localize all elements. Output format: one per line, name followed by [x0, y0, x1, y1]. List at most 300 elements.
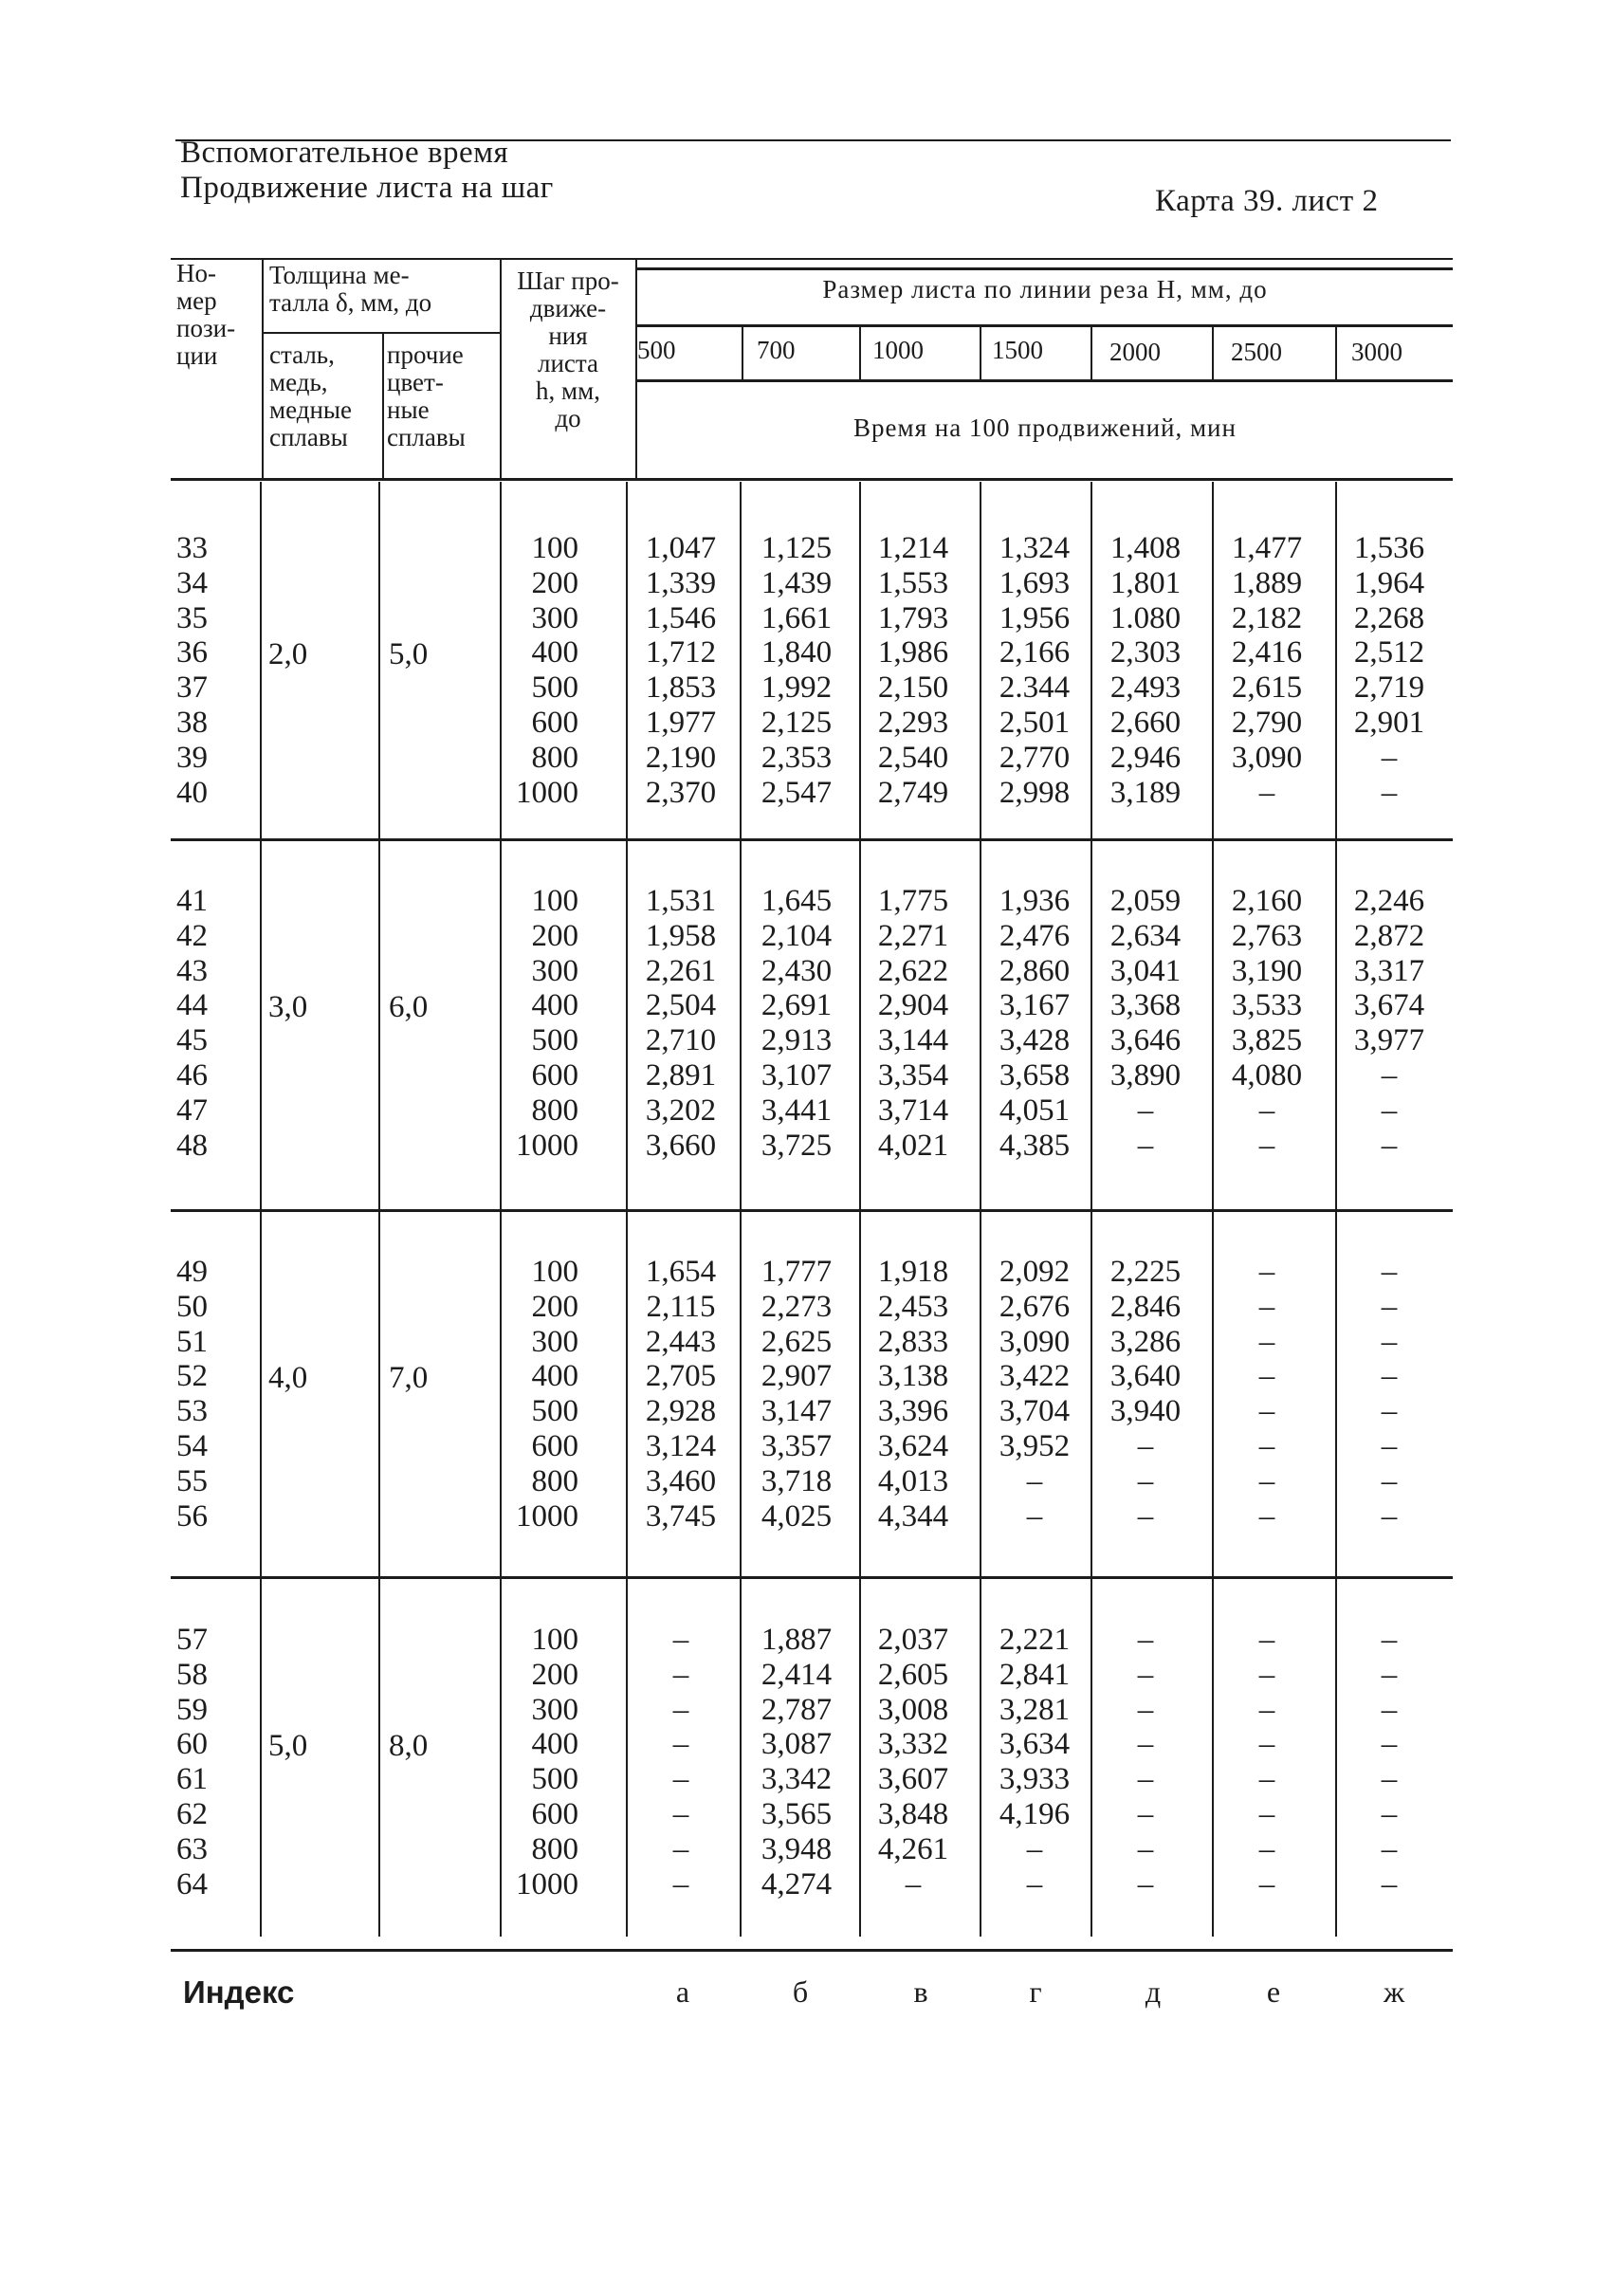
table-cell: 3,952 — [999, 1428, 1071, 1463]
table-cell: 40 — [176, 775, 208, 810]
time-column-1500 — [982, 531, 1087, 810]
table-cell: 58 — [176, 1657, 208, 1692]
table-cell: – — [1137, 1093, 1154, 1128]
time-column-2000 — [1093, 1255, 1198, 1534]
table-cell: 47 — [176, 1093, 208, 1128]
table-cell: – — [1258, 1289, 1275, 1324]
table-cell: 3,357 — [761, 1428, 833, 1463]
table-cell: – — [672, 1623, 689, 1657]
size-3000: 3000 — [1351, 338, 1402, 366]
table-cell: – — [672, 1831, 689, 1866]
table-cell: 1,125 — [761, 531, 833, 565]
table-cell: 3,090 — [1231, 740, 1303, 775]
table-cell: 1,536 — [1353, 531, 1425, 565]
header-line: сплавы — [269, 423, 348, 451]
table-cell: 3,167 — [999, 988, 1071, 1023]
size-2000: 2000 — [1109, 338, 1161, 366]
table-cell: 2,872 — [1353, 918, 1425, 953]
table-cell: 2,928 — [645, 1394, 717, 1429]
table-cell: 400 — [531, 988, 578, 1023]
table-cell: – — [1258, 1324, 1275, 1359]
table-cell: – — [1381, 1796, 1398, 1831]
table-cell: 2,763 — [1231, 918, 1303, 953]
table-cell: 600 — [531, 1428, 578, 1463]
table-cell: 200 — [531, 1657, 578, 1692]
table-bottom-rule — [171, 1949, 1453, 1952]
time-column-1000 — [861, 1623, 965, 1901]
table-cell: 2,904 — [877, 988, 949, 1023]
table-cell: 2,501 — [999, 705, 1071, 740]
table-cell: 3,138 — [877, 1359, 949, 1394]
index-g: г — [1029, 1975, 1042, 2009]
table-cell: – — [672, 1866, 689, 1901]
table-cell: – — [1381, 1692, 1398, 1727]
table-cell: 1,853 — [645, 670, 717, 706]
table-cell: – — [1137, 1796, 1154, 1831]
table-cell: 3,428 — [999, 1023, 1071, 1058]
table-cell: 400 — [531, 1727, 578, 1762]
table-cell: 4,344 — [877, 1498, 949, 1534]
header-line: сплавы — [387, 423, 466, 451]
table-cell: – — [1258, 1762, 1275, 1797]
table-cell: 3,714 — [877, 1093, 949, 1128]
table-cell: 42 — [176, 918, 208, 953]
table-cell: 2,453 — [877, 1289, 949, 1324]
table-cell: 2,271 — [877, 918, 949, 953]
table-cell: 2,370 — [645, 775, 717, 810]
table-cell: 3,977 — [1353, 1023, 1425, 1058]
table-cell: 300 — [531, 600, 578, 635]
table-cell: – — [1137, 1692, 1154, 1727]
table-cell: 3,041 — [1109, 953, 1182, 988]
table-cell: – — [1258, 1623, 1275, 1657]
table-cell: 3,332 — [877, 1727, 949, 1762]
table-cell: 1,918 — [877, 1255, 949, 1289]
table-cell: – — [1258, 1831, 1275, 1866]
table-cell: 100 — [531, 1623, 578, 1657]
table-cell: 2,512 — [1353, 635, 1425, 670]
table-cell: – — [1381, 1498, 1398, 1534]
table-cell: 2.344 — [999, 670, 1071, 706]
table-cell: 2,059 — [1109, 884, 1182, 918]
table-cell: 200 — [531, 1289, 578, 1324]
table-cell: 37 — [176, 670, 208, 706]
other-thickness: 6,0 — [389, 990, 429, 1025]
table-cell: 3,658 — [999, 1057, 1071, 1093]
table-cell: 1,553 — [877, 565, 949, 600]
table-cell: – — [1137, 1762, 1154, 1797]
table-cell: 2,115 — [646, 1289, 716, 1324]
table-cell: 54 — [176, 1428, 208, 1463]
time-column-2500 — [1215, 1623, 1319, 1901]
table-cell: 2,268 — [1353, 600, 1425, 635]
table-cell: 34 — [176, 565, 208, 600]
table-cell: 36 — [176, 635, 208, 670]
table-cell: 2,913 — [761, 1023, 833, 1058]
time-column-1000 — [861, 531, 965, 810]
table-cell: – — [1258, 1394, 1275, 1429]
table-cell: 3,107 — [761, 1057, 833, 1093]
header-line: мер — [176, 286, 217, 315]
header-line: Но- — [176, 259, 216, 287]
table-cell: 2,430 — [761, 953, 833, 988]
table-cell: 2,166 — [999, 635, 1071, 670]
table-cell: 1,712 — [645, 635, 717, 670]
step-values — [503, 1623, 578, 1901]
thickness-header — [269, 262, 431, 317]
table-cell: 2,605 — [877, 1657, 949, 1692]
table-cell: 3,422 — [999, 1359, 1071, 1394]
table-cell: 100 — [531, 1255, 578, 1289]
header-line: медь, — [269, 368, 328, 396]
table-cell: 2,676 — [999, 1289, 1071, 1324]
table-cell: 2,841 — [999, 1657, 1071, 1692]
other-thickness: 8,0 — [389, 1729, 429, 1764]
table-cell: 2,998 — [999, 775, 1071, 810]
table-cell: 60 — [176, 1727, 208, 1762]
table-cell: 2,182 — [1231, 600, 1303, 635]
table-cell: 2,749 — [877, 775, 949, 810]
size-1500: 1500 — [992, 336, 1043, 364]
table-cell: 46 — [176, 1057, 208, 1093]
table-cell: 3,354 — [877, 1057, 949, 1093]
group-rule — [171, 1576, 1453, 1579]
table-cell: – — [1381, 740, 1398, 775]
time-column-1500 — [982, 1255, 1087, 1534]
table-top-rule — [171, 258, 1453, 260]
table-cell: – — [1381, 1866, 1398, 1901]
table-cell: 1,992 — [761, 670, 833, 706]
table-cell: – — [1258, 1128, 1275, 1163]
table-cell: 2,273 — [761, 1289, 833, 1324]
header-line: медные — [269, 395, 353, 424]
table-cell: – — [1381, 1057, 1398, 1093]
table-cell: 2,353 — [761, 740, 833, 775]
table-cell: – — [1258, 1796, 1275, 1831]
table-cell: 3,441 — [761, 1093, 833, 1128]
table-cell: – — [1137, 1428, 1154, 1463]
table-cell: 2,705 — [645, 1359, 717, 1394]
table-cell: – — [672, 1657, 689, 1692]
table-cell: 300 — [531, 953, 578, 988]
time-column-2500 — [1215, 1255, 1319, 1534]
table-cell: 49 — [176, 1255, 208, 1289]
header-line: Шаг про- — [517, 266, 619, 295]
table-cell: 38 — [176, 705, 208, 740]
time-column-3000 — [1337, 1623, 1441, 1901]
table-cell: 3,565 — [761, 1796, 833, 1831]
table-cell: – — [1381, 1428, 1398, 1463]
header-vline — [500, 258, 502, 480]
steel-thickness: 2,0 — [268, 637, 308, 672]
table-cell: 2,476 — [999, 918, 1071, 953]
header-vline — [262, 258, 264, 480]
table-cell: 2,246 — [1353, 884, 1425, 918]
header-vline — [1335, 325, 1337, 380]
header-line: Толщина ме- — [269, 261, 410, 289]
table-cell: 3,342 — [761, 1762, 833, 1797]
header-line: h, мм, — [536, 377, 600, 405]
table-cell: 3,202 — [645, 1093, 717, 1128]
table-cell: – — [1258, 1727, 1275, 1762]
table-cell: 50 — [176, 1289, 208, 1324]
table-cell: 2,907 — [761, 1359, 833, 1394]
header-line: движе- — [529, 294, 607, 322]
step-values — [503, 531, 578, 810]
table-cell: 2,770 — [999, 740, 1071, 775]
header-line: цвет- — [387, 368, 444, 396]
table-cell: 3,660 — [645, 1128, 717, 1163]
table-cell: 3,704 — [999, 1394, 1071, 1429]
table-cell: 64 — [176, 1866, 208, 1901]
table-cell: – — [1381, 1831, 1398, 1866]
table-cell: 1,958 — [645, 918, 717, 953]
table-cell: 2,416 — [1231, 635, 1303, 670]
table-cell: 2,719 — [1353, 670, 1425, 706]
table-cell: 1,324 — [999, 531, 1071, 565]
table-cell: 1,977 — [645, 705, 717, 740]
table-cell: 1,840 — [761, 635, 833, 670]
table-cell: 3,281 — [999, 1692, 1071, 1727]
header-line: до — [555, 404, 581, 432]
table-cell: 600 — [531, 1796, 578, 1831]
time-column-700 — [744, 1623, 849, 1901]
table-cell: 51 — [176, 1324, 208, 1359]
time-column-1000 — [861, 884, 965, 1163]
table-cell: 41 — [176, 884, 208, 918]
table-cell: – — [1381, 1762, 1398, 1797]
position-numbers — [176, 1623, 224, 1901]
table-cell: 2,104 — [761, 918, 833, 953]
table-cell: 1000 — [516, 1498, 578, 1534]
table-cell: – — [672, 1692, 689, 1727]
table-cell: 2,790 — [1231, 705, 1303, 740]
table-cell: – — [1258, 1093, 1275, 1128]
table-cell: – — [1026, 1498, 1043, 1534]
size-2500: 2500 — [1231, 338, 1282, 366]
table-cell: 1,439 — [761, 565, 833, 600]
position-numbers — [176, 884, 224, 1163]
steel-thickness: 3,0 — [268, 990, 308, 1025]
step-header — [503, 267, 633, 432]
steel-thickness: 5,0 — [268, 1729, 308, 1764]
header-title: Вспомогательное время — [180, 136, 509, 170]
table-cell: 35 — [176, 600, 208, 635]
table-cell: 3,674 — [1353, 988, 1425, 1023]
table-cell: 3,848 — [877, 1796, 949, 1831]
header-vline — [742, 325, 743, 380]
table-cell: 1,801 — [1109, 565, 1182, 600]
table-cell: 63 — [176, 1831, 208, 1866]
table-cell: 3,396 — [877, 1394, 949, 1429]
table-cell: – — [1258, 1359, 1275, 1394]
table-cell: 3,825 — [1231, 1023, 1303, 1058]
steel-thickness: 4,0 — [268, 1361, 308, 1396]
table-cell: – — [1381, 1727, 1398, 1762]
table-cell: 800 — [531, 1831, 578, 1866]
table-cell: 3,286 — [1109, 1324, 1182, 1359]
table-cell: 4,274 — [761, 1866, 833, 1901]
table-cell: 33 — [176, 531, 208, 565]
table-cell: 1,964 — [1353, 565, 1425, 600]
table-cell: 3,144 — [877, 1023, 949, 1058]
table-cell: – — [1381, 1255, 1398, 1289]
time-column-500 — [629, 1255, 733, 1534]
table-cell: 1,889 — [1231, 565, 1303, 600]
time-column-1000 — [861, 1255, 965, 1534]
position-header — [176, 260, 235, 370]
table-cell: 1,531 — [645, 884, 717, 918]
table-cell: 2,150 — [877, 670, 949, 706]
size-1000: 1000 — [872, 336, 924, 364]
table-cell: 2,540 — [877, 740, 949, 775]
table-cell: 1,693 — [999, 565, 1071, 600]
table-cell: 1,645 — [761, 884, 833, 918]
table-cell: 57 — [176, 1623, 208, 1657]
table-cell: 2,414 — [761, 1657, 833, 1692]
header-bottom-rule — [171, 478, 1453, 481]
table-cell: 3,190 — [1231, 953, 1303, 988]
table-cell: 2,190 — [645, 740, 717, 775]
table-cell: 4,385 — [999, 1128, 1071, 1163]
table-cell: 3,124 — [645, 1428, 717, 1463]
table-cell: 1000 — [516, 775, 578, 810]
table-cell: – — [1381, 1324, 1398, 1359]
table-cell: 3,090 — [999, 1324, 1071, 1359]
table-cell: 800 — [531, 1463, 578, 1498]
table-cell: 2,160 — [1231, 884, 1303, 918]
table-cell: 2,901 — [1353, 705, 1425, 740]
size-500: 500 — [637, 336, 676, 364]
table-cell: 1,047 — [645, 531, 717, 565]
table-cell: 3,745 — [645, 1498, 717, 1534]
table-cell: 2,946 — [1109, 740, 1182, 775]
table-cell: – — [1381, 775, 1398, 810]
table-cell: 1,477 — [1231, 531, 1303, 565]
time-column-700 — [744, 1255, 849, 1534]
header-line: прочие — [387, 340, 464, 369]
table-cell: 2,037 — [877, 1623, 949, 1657]
table-cell: 3,940 — [1109, 1394, 1182, 1429]
table-cell: 800 — [531, 740, 578, 775]
sizes-bottom-rule — [637, 379, 1453, 382]
time-column-2000 — [1093, 1623, 1198, 1901]
table-cell: – — [1381, 1093, 1398, 1128]
table-cell: 2,225 — [1109, 1255, 1182, 1289]
table-cell: 2,261 — [645, 953, 717, 988]
size-header-rule — [637, 267, 1453, 270]
table-cell: 4,025 — [761, 1498, 833, 1534]
table-cell: 52 — [176, 1359, 208, 1394]
table-cell: 61 — [176, 1762, 208, 1797]
size-header: Размер листа по линии реза Н, мм, до — [822, 275, 1268, 303]
table-cell: – — [1258, 1657, 1275, 1692]
table-cell: – — [1258, 1692, 1275, 1727]
table-cell: 800 — [531, 1093, 578, 1128]
steel-header — [269, 341, 352, 451]
table-cell: 500 — [531, 1762, 578, 1797]
table-cell: 1000 — [516, 1866, 578, 1901]
table-cell: 53 — [176, 1394, 208, 1429]
table-cell: – — [1137, 1866, 1154, 1901]
header-line: ния — [548, 321, 588, 350]
table-cell: 1,546 — [645, 600, 717, 635]
table-cell: 1000 — [516, 1128, 578, 1163]
header-vline — [382, 334, 384, 480]
index-zh: ж — [1383, 1975, 1405, 2009]
table-cell: 3,646 — [1109, 1023, 1182, 1058]
table-cell: 3,533 — [1231, 988, 1303, 1023]
table-cell: 3,189 — [1109, 775, 1182, 810]
table-cell: 100 — [531, 531, 578, 565]
table-cell: – — [672, 1762, 689, 1797]
card-number: Карта 39. лист 2 — [1155, 184, 1379, 218]
header-line: ции — [176, 341, 218, 370]
step-values — [503, 1255, 578, 1534]
header-line: талла δ, мм, до — [269, 288, 432, 317]
table-cell: 300 — [531, 1692, 578, 1727]
table-cell: – — [1381, 1623, 1398, 1657]
table-cell: 3,460 — [645, 1463, 717, 1498]
table-cell: 2,303 — [1109, 635, 1182, 670]
table-cell: 3,607 — [877, 1762, 949, 1797]
header-vline — [859, 325, 861, 380]
table-cell: – — [1258, 1498, 1275, 1534]
header-line: пози- — [176, 314, 236, 342]
table-cell: 56 — [176, 1498, 208, 1534]
position-numbers — [176, 1255, 224, 1534]
table-cell: 1,214 — [877, 531, 949, 565]
time-column-3000 — [1337, 1255, 1441, 1534]
time-column-2500 — [1215, 884, 1319, 1163]
table-cell: – — [1137, 1463, 1154, 1498]
table-cell: 1,936 — [999, 884, 1071, 918]
table-cell: – — [1258, 1255, 1275, 1289]
table-cell: 62 — [176, 1796, 208, 1831]
table-cell: 2,625 — [761, 1324, 833, 1359]
index-label: Индекс — [183, 1975, 295, 2010]
time-column-700 — [744, 884, 849, 1163]
time-header: Время на 100 продвижений, мин — [853, 413, 1237, 442]
header-vline — [1212, 325, 1214, 380]
table-cell: 2,891 — [645, 1057, 717, 1093]
table-cell: 2,691 — [761, 988, 833, 1023]
table-cell: 3,725 — [761, 1128, 833, 1163]
table-cell: 43 — [176, 953, 208, 988]
table-cell: 3,718 — [761, 1463, 833, 1498]
table-cell: – — [1381, 1463, 1398, 1498]
table-cell: 1,775 — [877, 884, 949, 918]
table-cell: 400 — [531, 635, 578, 670]
time-column-2000 — [1093, 531, 1198, 810]
time-column-500 — [629, 531, 733, 810]
table-cell: 4,051 — [999, 1093, 1071, 1128]
table-cell: 3,008 — [877, 1692, 949, 1727]
table-cell: 3,948 — [761, 1831, 833, 1866]
time-column-1500 — [982, 884, 1087, 1163]
table-cell: 2,443 — [645, 1324, 717, 1359]
table-cell: – — [1137, 1498, 1154, 1534]
table-cell: 1,887 — [761, 1623, 833, 1657]
table-cell: – — [1026, 1463, 1043, 1498]
table-cell: – — [1381, 1359, 1398, 1394]
table-cell: 39 — [176, 740, 208, 775]
header-subtitle: Продвижение листа на шаг — [180, 171, 554, 205]
table-cell: – — [1026, 1866, 1043, 1901]
other-thickness: 7,0 — [389, 1361, 429, 1396]
table-cell: 59 — [176, 1692, 208, 1727]
table-cell: 1,661 — [761, 600, 833, 635]
